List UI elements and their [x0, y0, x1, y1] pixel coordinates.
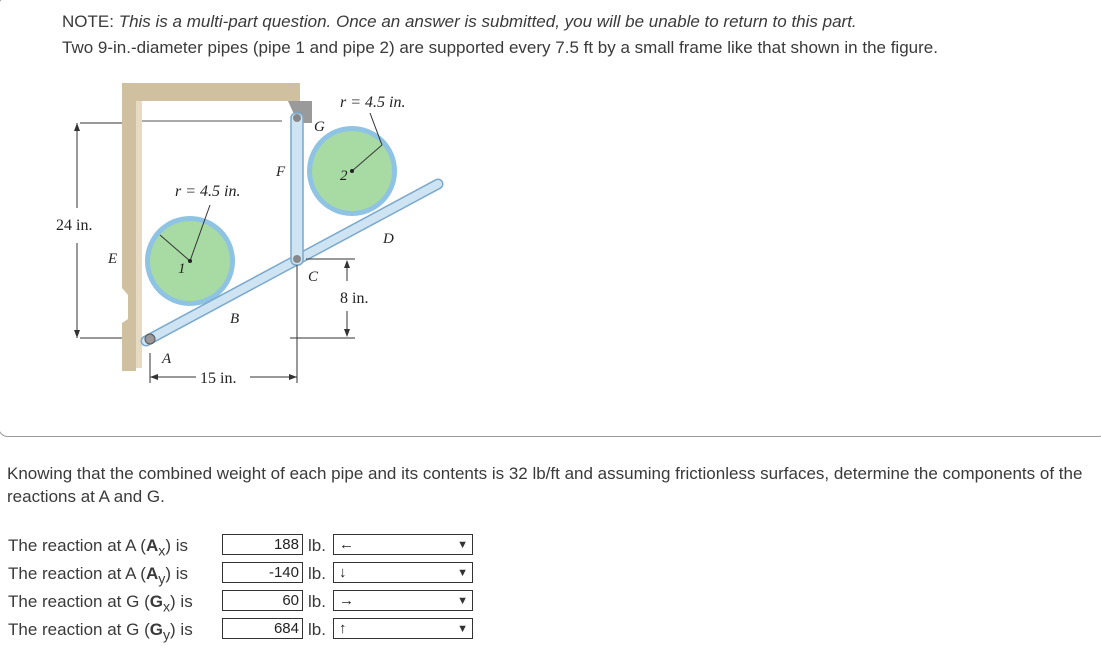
problem-statement: Two 9-in.-diameter pipes (pipe 1 and pipe 2) are supported every 7.5 ft by a small frame like that shown in the figure. — [62, 38, 938, 57]
chevron-down-icon: ▼ — [457, 539, 468, 551]
pin-g — [293, 114, 301, 122]
label-c: C — [308, 269, 319, 285]
unit-label-gx: lb. — [308, 592, 326, 611]
top-beam — [136, 83, 300, 101]
answer-label-gy: The reaction at G $(G_y)$ is — [8, 620, 193, 644]
label-24in: 24 in. — [56, 217, 93, 234]
label-r-left: r = 4.5 in. — [175, 183, 241, 200]
label-15in: 15 in. — [200, 370, 237, 387]
chevron-down-icon: ▼ — [457, 567, 468, 579]
member-gc — [291, 113, 303, 265]
answer-label-ax: The reaction at A $(A_x)$ is — [8, 536, 188, 560]
answer-label-ay: The reaction at A $(A_y)$ is — [8, 564, 188, 588]
dim24-arrow-down — [74, 330, 80, 338]
note-italic-text: This is a multi-part question. Once an answer is submitted, you will be unable to return to this part. — [118, 12, 857, 31]
answer-input-gy[interactable]: 684 — [222, 618, 303, 639]
label-r-top: r = 4.5 in. — [340, 94, 406, 111]
wall-post — [122, 83, 136, 371]
label-a: A — [162, 351, 172, 367]
label-b: B — [230, 311, 240, 327]
pin-c — [293, 255, 301, 263]
label-f: F — [276, 164, 286, 180]
direction-select-ay[interactable]: ↓ ▼ — [333, 562, 473, 583]
dim8-arrow-down — [344, 329, 350, 337]
dim24-arrow-up — [74, 123, 80, 131]
label-e: E — [108, 251, 118, 267]
label-8in: 8 in. — [340, 290, 369, 307]
center-1 — [188, 259, 192, 263]
chevron-down-icon: ▼ — [457, 623, 468, 635]
unit-label-ax: lb. — [308, 536, 326, 555]
label-pipe-2: 2 — [340, 168, 348, 184]
center-2 — [350, 169, 354, 173]
label-d: D — [383, 231, 394, 247]
answer-input-ax[interactable]: 188 — [222, 534, 303, 555]
pin-a — [145, 334, 155, 344]
note-line — [62, 12, 857, 32]
answer-input-gx[interactable]: 60 — [222, 590, 303, 611]
label-g: G — [314, 119, 325, 135]
question-text: Knowing that the combined weight of each pipe and its contents is 32 lb/ft and assuming frictionless surfaces, determine the components of the reactions at A and G. — [7, 464, 1083, 506]
unit-label-ay: lb. — [308, 564, 326, 583]
answer-input-ay[interactable]: -140 — [222, 562, 303, 583]
note-prefix: NOTE: — [62, 12, 114, 31]
frame-figure — [50, 83, 460, 393]
direction-select-gy[interactable]: ↑ ▼ — [333, 618, 473, 639]
wall-face — [136, 101, 142, 368]
chevron-down-icon: ▼ — [457, 595, 468, 607]
answer-label-gx: The reaction at G $(G_x)$ is — [8, 592, 193, 616]
unit-label-gy: lb. — [308, 620, 326, 639]
direction-select-ax[interactable]: ← ▼ — [333, 534, 473, 555]
label-pipe-1: 1 — [178, 261, 186, 277]
dim8-arrow-up — [344, 260, 350, 268]
dim15-arrow-left — [150, 374, 158, 380]
dim15-arrow-right — [289, 374, 297, 380]
direction-select-gx[interactable]: → ▼ — [333, 590, 473, 611]
